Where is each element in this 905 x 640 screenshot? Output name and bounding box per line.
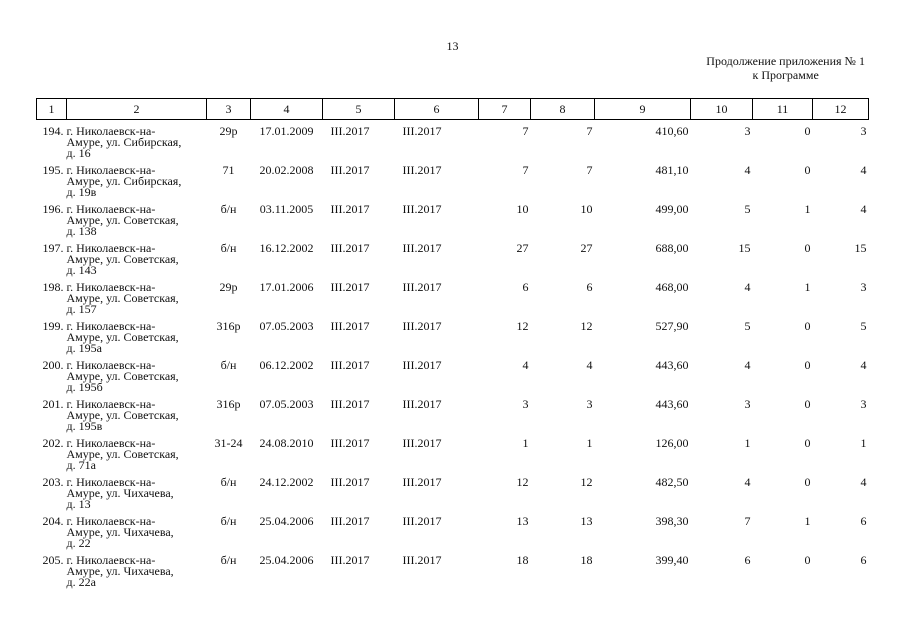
column-header-10: 10 xyxy=(691,99,753,120)
cell-c11: 0 xyxy=(804,318,811,333)
appendix-line-2: к Программе xyxy=(752,68,819,82)
address-cell xyxy=(67,120,207,165)
cell-c6: III.2017 xyxy=(402,513,442,528)
cell-c5: III.2017 xyxy=(330,279,370,294)
address-line: г. Николаевск-на- xyxy=(66,279,156,294)
cell-c7: 1 xyxy=(522,435,529,450)
cell-c6: III.2017 xyxy=(402,201,442,216)
table-body xyxy=(37,120,869,594)
column-header-1: 1 xyxy=(37,99,67,120)
cell-c4: 16.12.2002 xyxy=(259,240,314,255)
address-line: д. 22 xyxy=(66,535,91,550)
cell-c11: 0 xyxy=(804,240,811,255)
row-number: 202. xyxy=(42,435,64,450)
address-line: д. 157 xyxy=(66,301,97,316)
cell-c7: 7 xyxy=(522,124,529,138)
cell-c7: 4 xyxy=(522,357,529,372)
cell-c12: 1 xyxy=(860,435,867,450)
cell-c5: III.2017 xyxy=(330,513,370,528)
address-line: г. Николаевск-на- xyxy=(66,201,156,216)
cell-c10: 3 xyxy=(744,396,751,411)
address-line: Амуре, ул. Советская, xyxy=(66,446,179,461)
column-header-4: 4 xyxy=(251,99,323,120)
cell-c8: 18 xyxy=(580,552,593,567)
cell-c8: 7 xyxy=(586,162,593,177)
address-line: г. Николаевск-на- xyxy=(66,162,156,177)
cell-c6: III.2017 xyxy=(402,124,442,138)
cell-c7: 18 xyxy=(516,552,529,567)
cell-c8: 7 xyxy=(586,124,593,138)
cell-c3: б/н xyxy=(220,240,237,255)
cell-c10: 1 xyxy=(744,435,751,450)
cell-c4: 07.05.2003 xyxy=(259,396,314,411)
address-line: Амуре, ул. Советская, xyxy=(66,290,179,305)
cell-c4: 17.01.2009 xyxy=(259,124,314,138)
cell-c12: 4 xyxy=(860,357,867,372)
cell-c5: III.2017 xyxy=(330,435,370,450)
cell-c8: 3 xyxy=(586,396,593,411)
cell-c11: 0 xyxy=(804,396,811,411)
row-number: 198. xyxy=(42,279,64,294)
cell-c11: 0 xyxy=(804,357,811,372)
cell-c5: III.2017 xyxy=(330,396,370,411)
row-number: 194. xyxy=(42,124,64,138)
address-cell xyxy=(66,435,207,477)
address-line: д. 195а xyxy=(66,340,102,355)
address-line: Амуре, ул. Сибирская, xyxy=(66,173,182,188)
cell-c7: 7 xyxy=(522,162,529,177)
cell-c11: 1 xyxy=(804,201,811,216)
cell-c5: III.2017 xyxy=(330,357,370,372)
table-row xyxy=(37,243,869,282)
cell-c10: 4 xyxy=(744,162,751,177)
cell-c12: 6 xyxy=(860,552,867,567)
address-line: г. Николаевск-на- xyxy=(66,240,156,255)
cell-c12: 3 xyxy=(860,279,867,294)
address-line: д. 22а xyxy=(66,574,96,589)
cell-c6: III.2017 xyxy=(402,474,442,489)
column-header-5: 5 xyxy=(323,99,395,120)
cell-c9: 410,60 xyxy=(655,124,689,138)
address-cell xyxy=(66,318,207,360)
cell-c7: 3 xyxy=(522,396,529,411)
cell-c9: 482,50 xyxy=(655,474,689,489)
cell-c4: 25.04.2006 xyxy=(259,513,314,528)
column-header-2: 2 xyxy=(67,99,207,120)
address-line: д. 13 xyxy=(66,496,91,511)
cell-c4: 20.02.2008 xyxy=(259,162,314,177)
cell-c3: б/н xyxy=(220,357,237,372)
table-row xyxy=(37,282,869,321)
cell-c6: III.2017 xyxy=(402,396,442,411)
row-number: 204. xyxy=(42,513,64,528)
address-cell xyxy=(66,279,207,321)
table-row xyxy=(37,399,869,438)
cell-c10: 4 xyxy=(744,474,751,489)
table-row xyxy=(37,555,869,594)
row-number: 196. xyxy=(42,201,64,216)
cell-c10: 15 xyxy=(738,240,751,255)
cell-c3: б/н xyxy=(220,474,237,489)
cell-c3: б/н xyxy=(220,552,237,567)
address-line: д. 195б xyxy=(66,379,103,394)
cell-c7: 12 xyxy=(516,474,529,489)
cell-c5: III.2017 xyxy=(330,318,370,333)
cell-c4: 06.12.2002 xyxy=(259,357,314,372)
cell-c9: 398,30 xyxy=(655,513,689,528)
cell-c7: 27 xyxy=(516,240,529,255)
address-line: Амуре, ул. Советская, xyxy=(66,368,179,383)
table-row xyxy=(37,477,869,516)
cell-c8: 10 xyxy=(580,201,593,216)
row-number: 195. xyxy=(42,162,64,177)
cell-c4: 24.12.2002 xyxy=(259,474,314,489)
cell-c9: 126,00 xyxy=(655,435,689,450)
address-line: д. 16 xyxy=(66,146,91,160)
address-line: д. 195в xyxy=(66,418,103,433)
table-row xyxy=(37,516,869,555)
cell-c9: 499,00 xyxy=(655,201,689,216)
address-cell xyxy=(66,201,207,243)
cell-c12: 15 xyxy=(854,240,867,255)
address-line: г. Николаевск-на- xyxy=(66,435,156,450)
cell-c9: 688,00 xyxy=(655,240,689,255)
cell-c6: III.2017 xyxy=(402,318,442,333)
address-line: Амуре, ул. Советская, xyxy=(66,407,179,422)
address-line: Амуре, ул. Советская, xyxy=(66,212,179,227)
cell-c11: 1 xyxy=(804,513,811,528)
cell-c11: 0 xyxy=(804,124,811,138)
cell-c11: 1 xyxy=(804,279,811,294)
cell-c10: 3 xyxy=(744,124,751,138)
cell-c8: 12 xyxy=(580,474,593,489)
cell-c3: 316р xyxy=(216,318,241,333)
cell-c4: 25.04.2006 xyxy=(259,552,314,567)
column-header-11: 11 xyxy=(753,99,813,120)
table-row xyxy=(37,165,869,204)
cell-c8: 4 xyxy=(586,357,593,372)
address-line: г. Николаевск-на- xyxy=(66,513,156,528)
cell-c4: 03.11.2005 xyxy=(259,201,314,216)
cell-c12: 3 xyxy=(860,124,867,138)
address-cell xyxy=(66,474,207,516)
address-line: Амуре, ул. Чихачева, xyxy=(66,524,174,539)
row-number: 201. xyxy=(42,396,64,411)
cell-c10: 4 xyxy=(744,357,751,372)
cell-c7: 10 xyxy=(516,201,529,216)
address-line: Амуре, ул. Чихачева, xyxy=(66,485,174,500)
address-line: г. Николаевск-на- xyxy=(66,357,156,372)
cell-c3: б/н xyxy=(220,201,237,216)
cell-c10: 5 xyxy=(744,201,751,216)
cell-c5: III.2017 xyxy=(330,162,370,177)
row-number: 205. xyxy=(42,552,64,567)
address-line: д. 19в xyxy=(66,184,97,199)
cell-c10: 4 xyxy=(744,279,751,294)
cell-c3: 316р xyxy=(216,396,241,411)
page-number: 13 xyxy=(446,39,459,53)
cell-c3: 71 xyxy=(222,162,235,177)
cell-c12: 4 xyxy=(860,162,867,177)
cell-c8: 27 xyxy=(580,240,593,255)
table-row xyxy=(37,321,869,360)
column-header-7: 7 xyxy=(479,99,531,120)
cell-c6: III.2017 xyxy=(402,552,442,567)
address-cell xyxy=(66,357,207,399)
cell-c7: 12 xyxy=(516,318,529,333)
address-line: Амуре, ул. Чихачева, xyxy=(66,563,174,578)
cell-c9: 443,60 xyxy=(655,396,689,411)
row-number: 199. xyxy=(42,318,64,333)
cell-c12: 5 xyxy=(860,318,867,333)
cell-c12: 6 xyxy=(860,513,867,528)
cell-c11: 0 xyxy=(804,552,811,567)
cell-c6: III.2017 xyxy=(402,435,442,450)
cell-c4: 17.01.2006 xyxy=(259,279,314,294)
address-line: Амуре, ул. Сибирская, xyxy=(66,135,182,149)
address-line: г. Николаевск-на- xyxy=(66,318,156,333)
address-line: д. 71а xyxy=(66,457,96,472)
appendix-line-1: Продолжение приложения № 1 xyxy=(706,54,865,68)
cell-c3: б/н xyxy=(220,513,237,528)
address-cell xyxy=(66,240,207,282)
cell-c8: 6 xyxy=(586,279,593,294)
column-header-3: 3 xyxy=(207,99,251,120)
cell-c5: III.2017 xyxy=(330,474,370,489)
address-line: г. Николаевск-на- xyxy=(66,552,156,567)
cell-c5: III.2017 xyxy=(330,240,370,255)
address-line: д. 138 xyxy=(66,223,97,238)
row-number: 200. xyxy=(42,357,64,372)
address-line: Амуре, ул. Советская, xyxy=(66,251,179,266)
address-cell xyxy=(66,162,207,204)
header-row xyxy=(37,99,869,120)
address-line: г. Николаевск-на- xyxy=(66,124,156,138)
cell-c7: 13 xyxy=(516,513,529,528)
cell-c10: 5 xyxy=(744,318,751,333)
cell-c5: III.2017 xyxy=(330,552,370,567)
cell-c5: III.2017 xyxy=(330,201,370,216)
cell-c10: 6 xyxy=(744,552,751,567)
cell-c6: III.2017 xyxy=(402,357,442,372)
cell-c11: 0 xyxy=(804,435,811,450)
cell-c3: 29р xyxy=(219,279,238,294)
cell-c6: III.2017 xyxy=(402,279,442,294)
address-cell xyxy=(66,513,207,555)
address-cell xyxy=(66,396,207,438)
cell-c11: 0 xyxy=(804,474,811,489)
row-number: 203. xyxy=(42,474,64,489)
table-row xyxy=(37,120,869,165)
address-line: г. Николаевск-на- xyxy=(66,396,156,411)
cell-c8: 1 xyxy=(586,435,593,450)
column-header-8: 8 xyxy=(531,99,595,120)
cell-c12: 3 xyxy=(860,396,867,411)
cell-c4: 24.08.2010 xyxy=(259,435,314,450)
cell-c12: 4 xyxy=(860,474,867,489)
column-header-6: 6 xyxy=(395,99,479,120)
housing-table xyxy=(36,98,869,594)
cell-c8: 13 xyxy=(580,513,593,528)
address-line: Амуре, ул. Советская, xyxy=(66,329,179,344)
cell-c4: 07.05.2003 xyxy=(259,318,314,333)
address-cell xyxy=(66,552,207,594)
cell-c5: III.2017 xyxy=(330,124,370,138)
cell-c10: 7 xyxy=(744,513,751,528)
cell-c9: 399,40 xyxy=(655,552,689,567)
column-header-9: 9 xyxy=(595,99,691,120)
cell-c8: 12 xyxy=(580,318,593,333)
row-number: 197. xyxy=(42,240,64,255)
cell-c6: III.2017 xyxy=(402,240,442,255)
address-line: г. Николаевск-на- xyxy=(66,474,156,489)
cell-c3: 29р xyxy=(219,124,238,138)
cell-c3: 31-24 xyxy=(214,435,243,450)
cell-c9: 468,00 xyxy=(655,279,689,294)
cell-c6: III.2017 xyxy=(402,162,442,177)
table-row xyxy=(37,438,869,477)
appendix-note xyxy=(706,54,865,82)
cell-c12: 4 xyxy=(860,201,867,216)
cell-c11: 0 xyxy=(804,162,811,177)
table-row xyxy=(37,204,869,243)
cell-c9: 481,10 xyxy=(655,162,689,177)
column-header-12: 12 xyxy=(813,99,869,120)
cell-c9: 443,60 xyxy=(655,357,689,372)
table-row xyxy=(37,360,869,399)
cell-c7: 6 xyxy=(522,279,529,294)
address-line: д. 143 xyxy=(66,262,97,277)
cell-c9: 527,90 xyxy=(655,318,689,333)
